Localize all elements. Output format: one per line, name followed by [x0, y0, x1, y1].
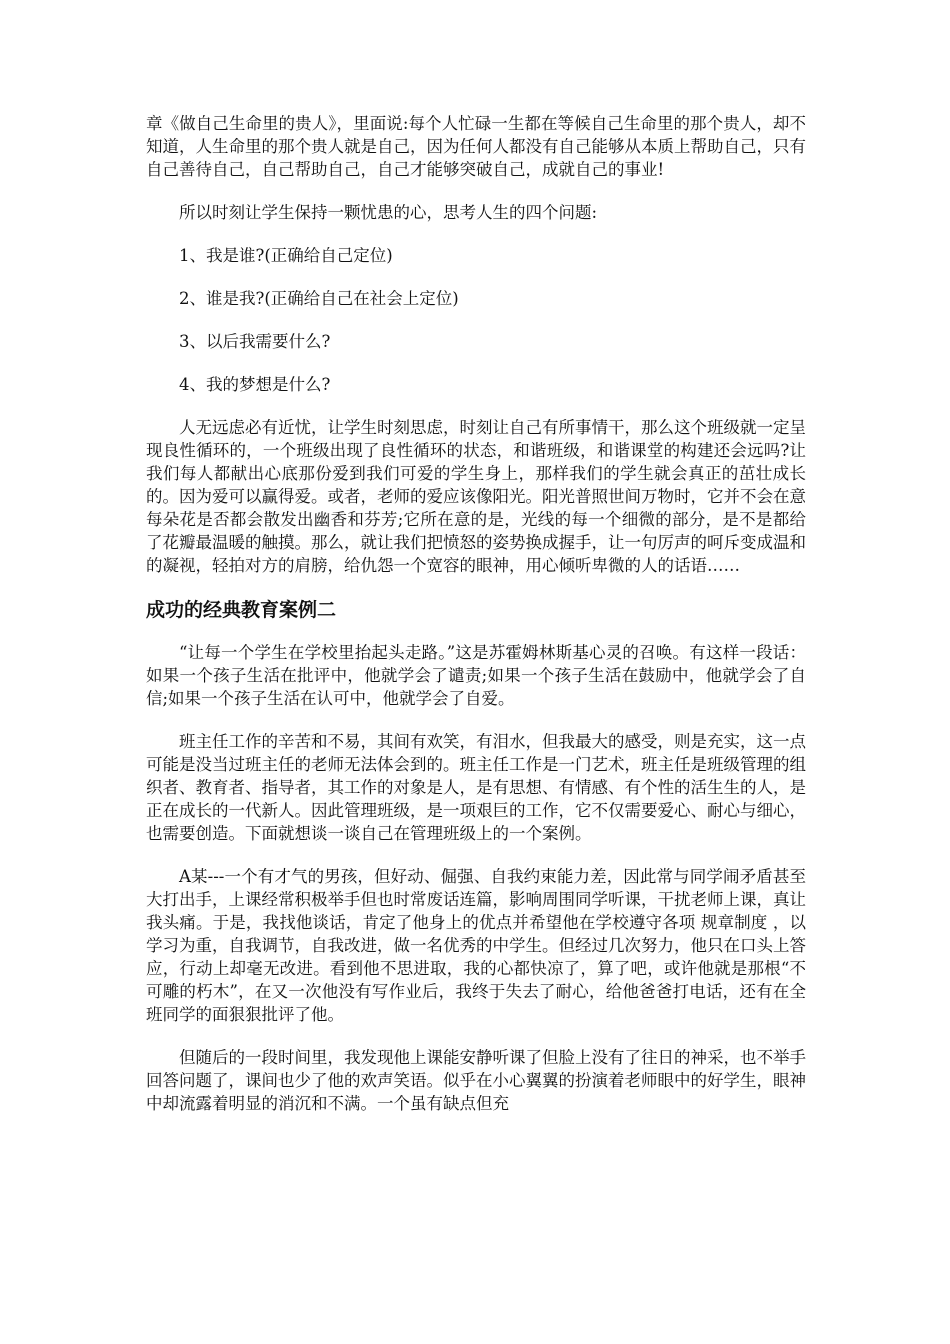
paragraph-questions-lead: 所以时刻让学生保持一颗忧患的心，思考人生的四个问题: — [179, 203, 598, 222]
paragraph-reflection: 人无远虑必有近忧，让学生时刻思虑，时刻让自己有所事情干，那么这个班级就一定呈现良性循环的，一个班级出现了良性循环的状态，和谐班级，和谐课堂的构建还会远吗?让我们每人都献出心底那份爱到我们可爱的学生身上，那样我们的学生就会真正的茁壮成长的。因为爱可以赢得爱。或者，老师的爱应该像阳光。阳光普照世间万物时，它并不会在意每朵花是否都会散发出幽香和芬芳;它所在意的是，光线的每一个细微的部分，是不是都给了花瓣最温暖的触摸。那么，就让我们把愤怒的姿势换成握手，让一句厉声的呵斥变成温和的凝视，轻拍对方的肩膀，给仇怨一个宽容的眼神，用心倾听卑微的人的话语…… — [146, 418, 806, 575]
list-item: 3、以后我需要什么? — [179, 332, 331, 351]
list-item: 2、谁是我?(正确给自己在社会上定位) — [179, 289, 459, 308]
paragraph-followup: 但随后的一段时间里，我发现他上课能安静听课了但脸上没有了往日的神采，也不举手回答问题了，课间也少了他的欢声笑语。似乎在小心翼翼的扮演着老师眼中的好学生，眼神中却流露着明显的消沉和不满。一个虽有缺点但充 — [146, 1048, 806, 1113]
paragraph-teacher-work: 班主任工作的辛苦和不易，其间有欢笑，有泪水，但我最大的感受，则是充实，这一点可能是没当过班主任的老师无法体会到的。班主任工作是一门艺术，班主任是班级管理的组织者、教育者、指导者，其工作的对象是人，是有思想、有情感、有个性的活生生的人，是正在成长的一代新人。因此管理班级，是一项艰巨的工作，它不仅需要爱心、耐心与细心，也需要创造。下面就想谈一谈自己在管理班级上的一个案例。 — [146, 732, 806, 843]
document-page — [146, 112, 806, 1135]
section-heading: 成功的经典教育案例二 — [146, 599, 337, 621]
paragraph-intro: 章《做自己生命里的贵人》，里面说:每个人忙碌一生都在等候自己生命里的那个贵人，却不知道，人生命里的那个贵人就是自己，因为任何人都没有自己能够从本质上帮助自己，只有自己善待自己，自己帮助自己，自己才能够突破自己，成就自己的事业! — [146, 114, 806, 179]
list-item: 4、我的梦想是什么? — [179, 375, 331, 394]
list-item: 1、我是谁?(正确给自己定位) — [179, 246, 393, 265]
paragraph-case: A某---一个有才气的男孩，但好动、倔强、自我约束能力差，因此常与同学闹矛盾甚至大打出手，上课经常积极举手但也时常废话连篇，影响周围同学听课，干扰老师上课，真让我头痛。于是，我找他谈话，肯定了他身上的优点并希望他在学校遵守各项 规章制度 ，以学习为重，自我调节，自我改进，做一名优秀的中学生。但经过几次努力，他只在口头上答应，行动上却毫无改进。看到他不思进取，我的心都快凉了，算了吧，或许他就是那根“不可雕的朽木”，在又一次他没有写作业后，我终于失去了耐心，给他爸爸打电话，还有在全班同学的面狠狠批评了他。 — [146, 867, 806, 1024]
paragraph-quote: “让每一个学生在学校里抬起头走路。”这是苏霍姆林斯基心灵的召唤。有这样一段话：如果一个孩子生活在批评中，他就学会了谴责;如果一个孩子生活在鼓励中，他就学会了自信;如果一个孩子生活在认可中，他就学会了自爱。 — [146, 643, 806, 708]
